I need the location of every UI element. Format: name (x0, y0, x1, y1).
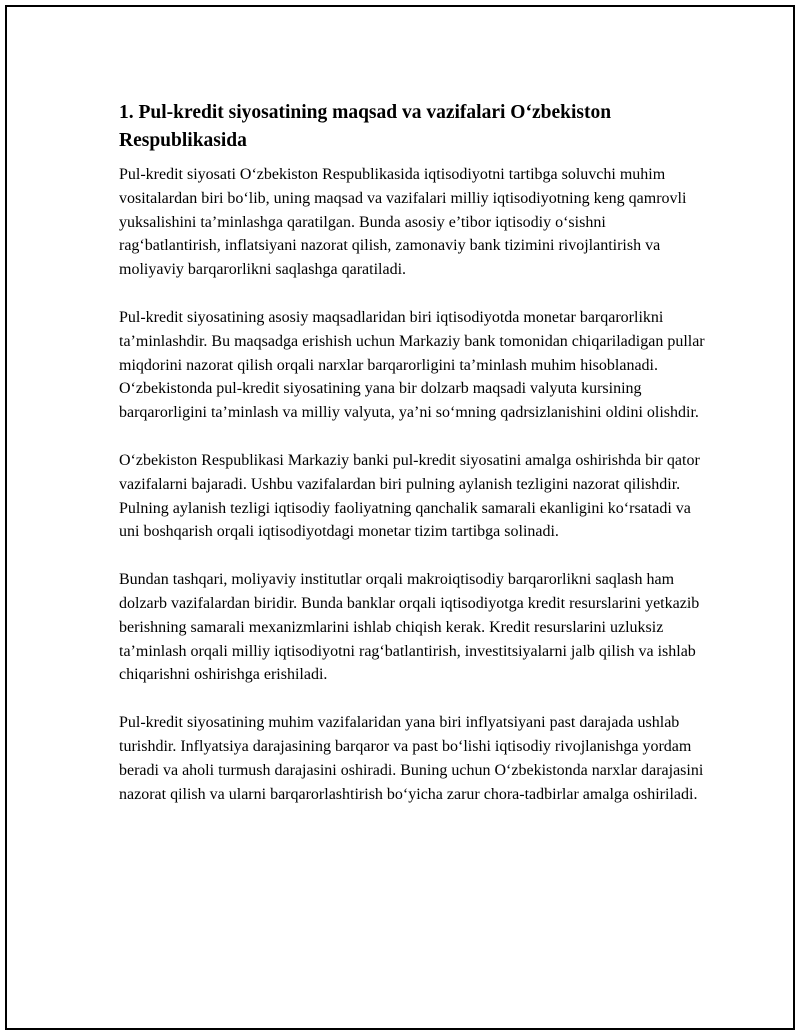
page-frame (5, 5, 795, 1030)
document-body (119, 99, 709, 830)
paragraph: O‘zbekiston Respublikasi Markaziy banki pul-kredit siyosatini amalga oshirishda bir qator vazifalarni bajaradi. Ushbu vazifalardan biri pulning aylanish tezligini nazorat qilishdir. Pulning aylanish tezligi iqtisodiy faoliyatning qanchalik samarali ekanligini ko‘rsatadi va uni boshqarish orqali iqtisodiyotdagi monetar tizim tartibga solinadi. (119, 451, 700, 541)
paragraph: Pul-kredit siyosatining muhim vazifalaridan yana biri inflyatsiyani past darajada ushlab turishdir. Inflyatsiya darajasining barqaror va past bo‘lishi iqtisodiy rivojlanishga yordam beradi va aholi turmush darajasini oshiradi. Buning uchun O‘zbekistonda narxlar darajasini nazorat qilish va ularni barqarorlashtirish bo‘yicha zarur chora-tadbirlar amalga oshiriladi. (119, 714, 704, 803)
paragraph: Bundan tashqari, moliyaviy institutlar orqali makroiqtisodiy barqarorlikni saqlash ham dolzarb vazifalardan biridir. Bunda banklar orqali iqtisodiyotga kredit resurslarini yetkazib berishning samarali mexanizmlarini ishlab chiqish kerak. Kredit resurslarini uzluksiz ta’minlash orqali milliy iqtisodiyotni rag‘batlantirish, investitsiyalarni jalb qilish va ishlab chiqarishni oshirishga erishiladi. (119, 571, 700, 684)
document-title: 1. Pul-kredit siyosatining maqsad va vazifalari O‘zbekiston Respublikasida (119, 102, 612, 151)
paragraph: Pul-kredit siyosati O‘zbekiston Respublikasida iqtisodiyotni tartibga soluvchi muhim vositalardan biri bo‘lib, uning maqsad va vazifalari milliy iqtisodiyotning keng qamrovli yuksalishini ta’minlashga qaratilgan. Bunda asosiy e’tibor iqtisodiy o‘sishni rag‘batlantirish, inflatsiyani nazorat qilish, zamonaviy bank tizimini rivojlantirish va moliyaviy barqarorlikni saqlashga qaratiladi. (119, 166, 687, 279)
paragraph: Pul-kredit siyosatining asosiy maqsadlaridan biri iqtisodiyotda monetar barqarorlikni ta’minlashdir. Bu maqsadga erishish uchun Markaziy bank tomonidan chiqariladigan pullar miqdorini nazorat qilish orqali narxlar barqarorligini ta’minlash muhim hisoblanadi. O‘zbekistonda pul-kredit siyosatining yana bir dolzarb maqsadi valyuta kursining barqarorligini ta’minlash va milliy valyuta, ya’ni so‘mning qadrsizlanishini oldini olishdir. (119, 308, 705, 422)
